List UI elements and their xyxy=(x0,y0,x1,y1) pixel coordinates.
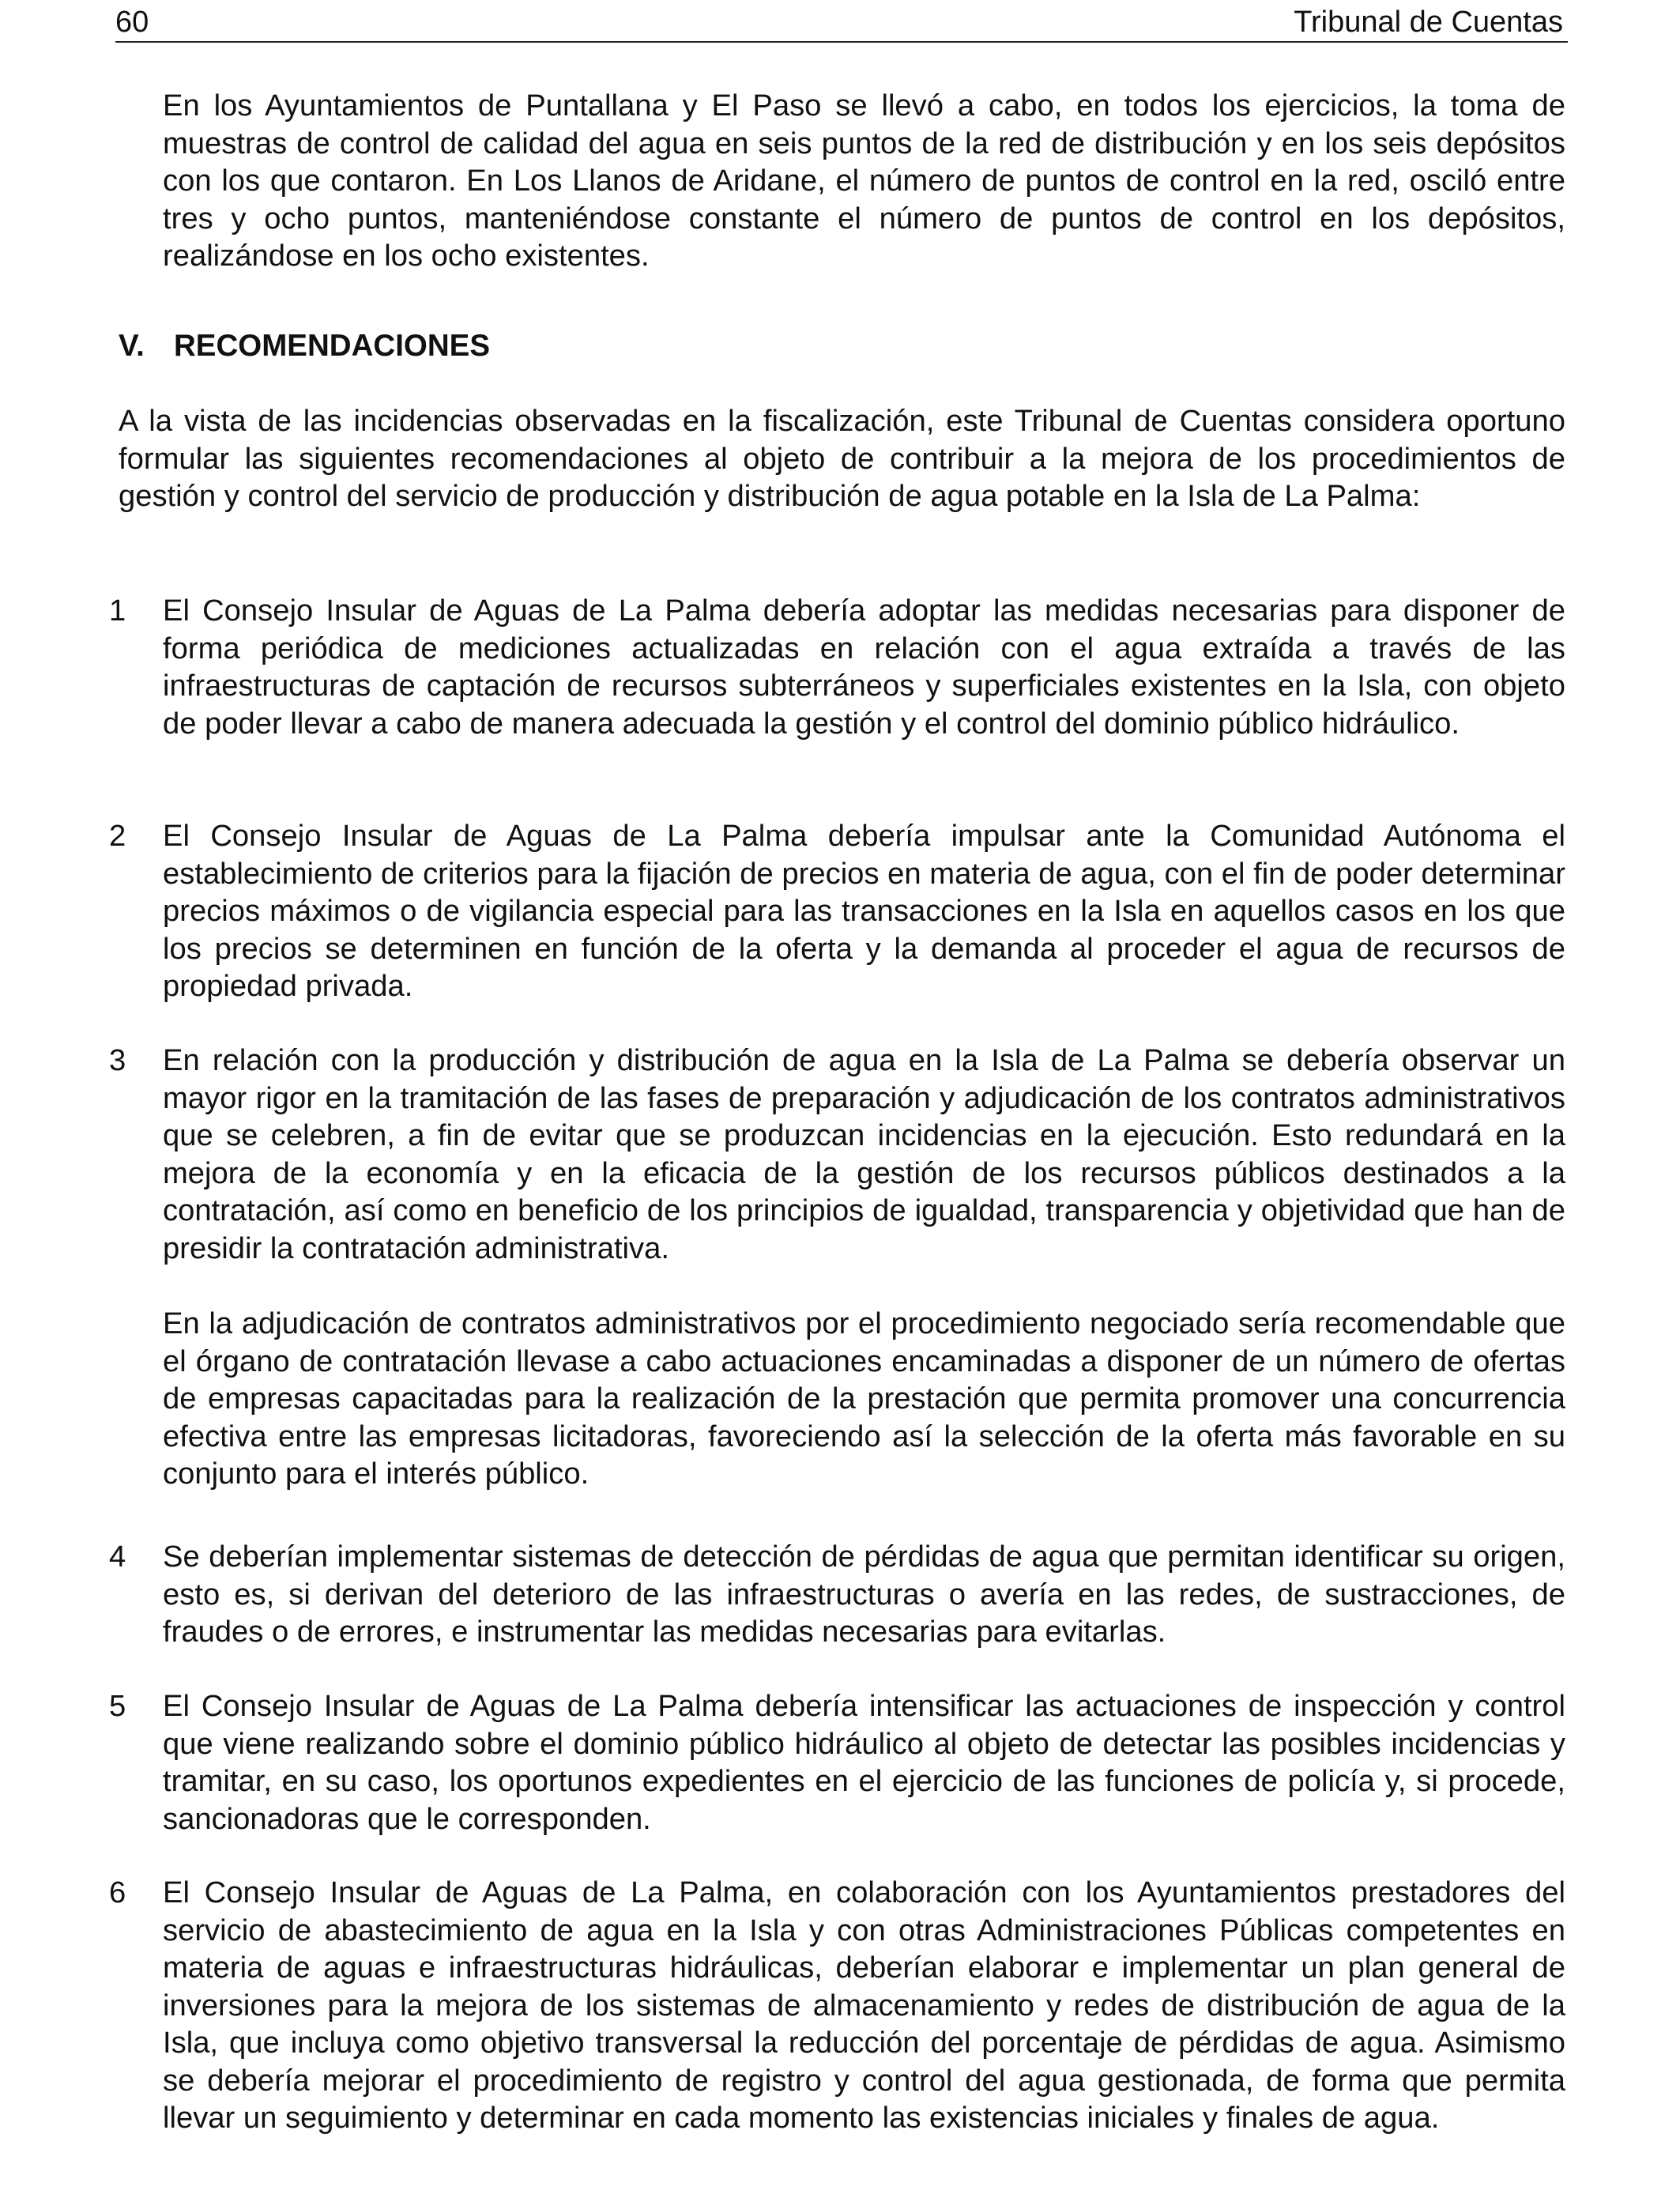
recommendation-number: 6 xyxy=(109,1875,126,1909)
section-heading xyxy=(119,327,490,364)
recommendation-text: El Consejo Insular de Aguas de La Palma debería impulsar ante la Comunidad Autónoma el establecimiento de criterios para la fijación de precios en materia de agua, con el fin de poder determinar precios máximos o de vigilancia especial para las transacciones en la Isla en aquellos casos en los que los precios se determinen en función de la oferta y la demanda al proceder el agua de recursos de propiedad privada. xyxy=(163,819,1565,1003)
recommendation-text: Se deberían implementar sistemas de detección de pérdidas de agua que permitan identificar su origen, esto es, si derivan del deterioro de las infraestructuras o avería en las redes, de sustracciones, de fraudes o de errores, e instrumentar las medidas necesarias para evitarlas. xyxy=(163,1540,1565,1649)
recommendation-text: El Consejo Insular de Aguas de La Palma debería intensificar las actuaciones de inspección y control que viene realizando sobre el dominio público hidráulico al objeto de detectar las posibles incidencias y tramitar, en su caso, los oportunos expedientes en el ejercicio de las funciones de policía y, si procede, sancionadoras que le corresponden. xyxy=(163,1689,1565,1836)
recommendation-number: 2 xyxy=(109,819,126,853)
recommendation-text: El Consejo Insular de Aguas de La Palma debería adoptar las medidas necesarias para disponer de forma periódica de mediciones actualizadas en relación con el agua extraída a través de las infraestructuras de captación de recursos subterráneos y superficiales existentes en la Isla, con objeto de poder llevar a cabo de manera adecuada la gestión y el control del dominio público hidráulico. xyxy=(163,594,1565,741)
recommendation-number: 5 xyxy=(109,1689,126,1723)
section-lead-paragraph: A la vista de las incidencias observadas en la fiscalización, este Tribunal de Cuentas considera oportuno formular las siguientes recomendaciones al objeto de contribuir a la mejora de los procedimientos de gestión y control del servicio de producción y distribución de agua potable en la Isla de La Palma: xyxy=(119,404,1565,513)
recommendation-number: 3 xyxy=(109,1043,126,1077)
recommendation-number: 4 xyxy=(109,1540,126,1574)
section-number: V. xyxy=(119,329,145,363)
intro-paragraph: En los Ayuntamientos de Puntallana y El Paso se llevó a cabo, en todos los ejercicios, la toma de muestras de control de calidad del agua en seis puntos de la red de distribución y en los seis depósitos con los que contaron. En Los Llanos de Aridane, el número de puntos de control en la red, osciló entre tres y ocho puntos, manteniéndose constante el número de puntos de control en los depósitos, realizándose en los ocho existentes. xyxy=(163,89,1565,273)
recommendation-number: 1 xyxy=(109,594,126,628)
page-number: 60 xyxy=(115,6,149,39)
section-title: RECOMENDACIONES xyxy=(174,329,491,363)
recommendation-text: El Consejo Insular de Aguas de La Palma, en colaboración con los Ayuntamientos prestadores del servicio de abastecimiento de agua en la Isla y con otras Administraciones Públicas competentes en materia de aguas e infraestructuras hidráulicas, deberían elaborar e implementar un plan general de inversiones para la mejora de los sistemas de almacenamiento y redes de distribución de agua de la Isla, que incluya como objetivo transversal la reducción del porcentaje de pérdidas de agua. Asimismo se debería mejorar el procedimiento de registro y control del agua gestionada, de forma que permita llevar un seguimiento y determinar en cada momento las existencias iniciales y finales de agua. xyxy=(163,1875,1565,2135)
recommendation-continuation: En la adjudicación de contratos administrativos por el procedimiento negociado sería recomendable que el órgano de contratación llevase a cabo actuaciones encaminadas a disponer de un número de ofertas de empresas capacitadas para la realización de la prestación que permita promover una concurrencia efectiva entre las empresas licitadoras, favoreciendo así la selección de la oferta más favorable en su conjunto para el interés público. xyxy=(163,1306,1565,1491)
recommendation-text: En relación con la producción y distribución de agua en la Isla de La Palma se debería observar un mayor rigor en la tramitación de las fases de preparación y adjudicación de los contratos administrativos que se celebren, a fin de evitar que se produzcan incidencias en la ejecución. Esto redundará en la mejora de la economía y en la eficacia de la gestión de los recursos públicos destinados a la contratación, así como en beneficio de los principios de igualdad, transparencia y objetividad que han de presidir la contratación administrativa. xyxy=(163,1043,1565,1265)
running-title: Tribunal de Cuentas xyxy=(1294,6,1563,39)
